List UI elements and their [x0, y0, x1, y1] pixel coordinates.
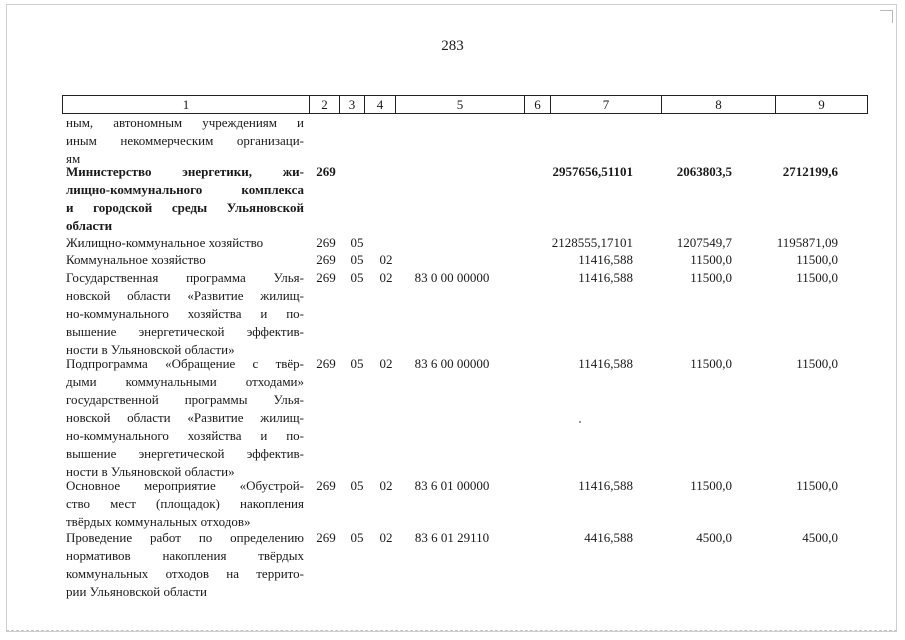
column-header-7: 7	[551, 96, 662, 114]
column-header-1: 1	[63, 96, 310, 114]
column-header-row	[62, 95, 868, 114]
row-7-c2-value: 269	[316, 478, 336, 493]
row-8-c2-value: 269	[316, 530, 336, 545]
row-7-c7-value: 11416,588	[578, 478, 633, 493]
row-2-c2-value: 269	[316, 164, 336, 179]
row-7-name-line: ство мест (площадок) накопления	[66, 496, 304, 511]
row-4-c9-value: 11500,0	[796, 252, 838, 267]
row-6-name-line: государственной программы Улья-	[66, 392, 304, 407]
row-8-c5-value: 83 6 01 29110	[414, 530, 490, 545]
row-6-name-line: Подпрограмма «Обращение с твёр-	[66, 356, 304, 371]
row-5-name-line: новской области «Развитие жилищ-	[66, 288, 304, 303]
row-6-c3-value: 05	[350, 356, 364, 371]
row-4-name-line: Коммунальное хозяйство	[66, 252, 206, 267]
column-header-4: 4	[365, 96, 396, 114]
row-5-c4-value: 02	[379, 270, 393, 285]
column-header-2: 2	[310, 96, 340, 114]
row-4-c8-value: 11500,0	[690, 252, 732, 267]
row-6-c7-value: 11416,588	[578, 356, 633, 371]
column-header-5: 5	[396, 96, 525, 114]
row-5-c5-value: 83 0 00 00000	[414, 270, 490, 285]
row-7-name-line: Основное мероприятие «Обустрой-	[66, 478, 304, 493]
row-6-name-line: дыми коммунальными отходами»	[66, 374, 304, 389]
column-header-6: 6	[525, 96, 551, 114]
row-3-c7-value: 2128555,17101	[551, 235, 633, 250]
row-7-c3-value: 05	[350, 478, 364, 493]
row-8-c3-value: 05	[350, 530, 364, 545]
row-8-name-line: коммунальных отходов на террито-	[66, 566, 304, 581]
row-4-c4-value: 02	[379, 252, 393, 267]
column-header-9: 9	[776, 96, 868, 114]
row-2-name-line: лищно-коммунального комплекса	[66, 182, 304, 197]
row-3-c3-value: 05	[350, 235, 364, 250]
row-2-c7-value: 2957656,51101	[552, 164, 633, 179]
corner-mark	[880, 10, 893, 23]
row-5-c7-value: 11416,588	[578, 270, 633, 285]
row-6-c9-value: 11500,0	[796, 356, 838, 371]
row-8-c7-value: 4416,588	[584, 530, 633, 545]
row-6-name-line: ности в Ульяновской области»	[66, 464, 235, 479]
row-8-c8-value: 4500,0	[696, 530, 732, 545]
row-2-name-line: и городской среды Ульяновской	[66, 200, 304, 215]
row-5-name-line: вышение энергетической эффектив-	[66, 324, 304, 339]
row-4-c7-value: 11416,588	[578, 252, 633, 267]
row-5-c8-value: 11500,0	[690, 270, 732, 285]
row-5-c2-value: 269	[316, 270, 336, 285]
row-6-name-line: вышение энергетической эффектив-	[66, 446, 304, 461]
row-7-c8-value: 11500,0	[690, 478, 732, 493]
row-6-c4-value: 02	[379, 356, 393, 371]
row-3-c9-value: 1195871,09	[776, 235, 838, 250]
row-7-c4-value: 02	[379, 478, 393, 493]
row-2-c8-value: 2063803,5	[676, 164, 732, 179]
row-3-c2-value: 269	[316, 235, 336, 250]
scan-speck	[579, 421, 581, 423]
row-2-name-line: Министерство энергетики, жи-	[66, 164, 304, 179]
row-8-name-line: рии Ульяновской области	[66, 584, 207, 599]
row-7-c5-value: 83 6 01 00000	[414, 478, 490, 493]
row-8-name-line: нормативов накопления твёрдых	[66, 548, 304, 563]
row-3-name-line: Жилищно-коммунальное хозяйство	[66, 235, 264, 250]
row-8-c9-value: 4500,0	[802, 530, 838, 545]
column-header-8: 8	[662, 96, 776, 114]
row-6-c8-value: 11500,0	[690, 356, 732, 371]
page-number: 283	[441, 38, 464, 54]
row-4-c3-value: 05	[350, 252, 364, 267]
row-3-c8-value: 1207549,7	[676, 235, 732, 250]
row-8-c4-value: 02	[379, 530, 393, 545]
row-5-name-line: Государственная программа Улья-	[66, 270, 304, 285]
row-5-c3-value: 05	[350, 270, 364, 285]
row-7-name-line: твёрдых коммунальных отходов»	[66, 514, 251, 529]
row-4-c2-value: 269	[316, 252, 336, 267]
row-7-c9-value: 11500,0	[796, 478, 838, 493]
row-1-name-line: ным, автономным учреждениям и	[66, 115, 304, 130]
row-2-c9-value: 2712199,6	[782, 164, 838, 179]
row-5-name-line: ности в Ульяновской области»	[66, 342, 235, 357]
row-5-c9-value: 11500,0	[796, 270, 838, 285]
row-6-name-line: новской области «Развитие жилищ-	[66, 410, 304, 425]
column-header-3: 3	[340, 96, 365, 114]
row-6-c5-value: 83 6 00 00000	[414, 356, 490, 371]
row-2-name-line: области	[66, 218, 113, 233]
bottom-edge	[6, 630, 897, 631]
row-6-c2-value: 269	[316, 356, 336, 371]
row-1-name-line: иным некоммерческим организаци-	[66, 133, 304, 148]
row-1-name-line: ям	[66, 151, 81, 166]
row-8-name-line: Проведение работ по определению	[66, 530, 304, 545]
row-5-name-line: но-коммунального хозяйства и по-	[66, 306, 304, 321]
row-6-name-line: но-коммунального хозяйства и по-	[66, 428, 304, 443]
